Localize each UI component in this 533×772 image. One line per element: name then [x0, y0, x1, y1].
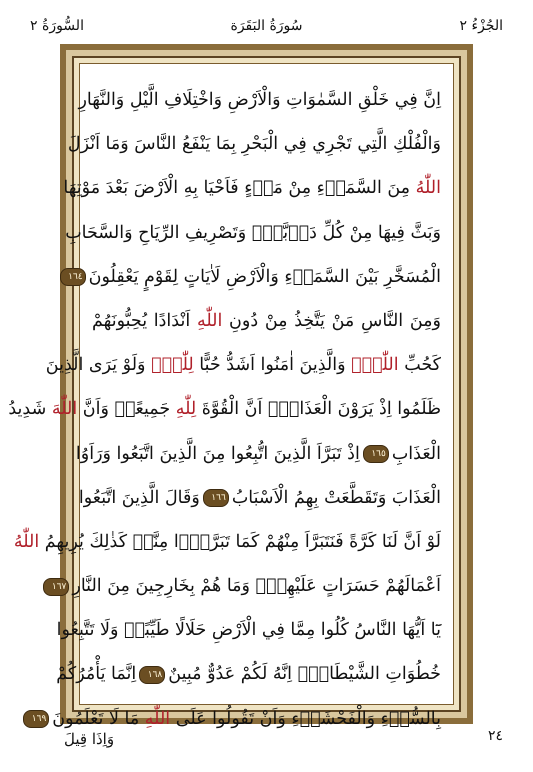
surah-number-label: السُّورَةُ ٢ [30, 18, 84, 34]
text-line [92, 299, 441, 343]
text-line [56, 608, 441, 652]
divine-name-word: لِلّٰهِ [175, 399, 197, 420]
verse-number-marker: ١٦٨ [139, 666, 165, 684]
juz-label: الجُزْءُ ٢ [459, 18, 503, 34]
verse-text: ۜ وَلَوْ يَرَى الَّذِينَ [45, 355, 152, 376]
verse-text: يَٓا اَيُّهَا النَّاسُ كُلُوا مِمَّا فِي الْاَرْضِ حَلَالًا طَيِّبًاۘ وَلَا تَتَّبِعُوا [56, 620, 441, 641]
verse-text: وَبَثَّ فِيهَا مِنْ كُلِّ دَاۤبَّةٍۖ وَتَصْرِيفِ الرِّيَاحِ وَالسَّحَابِ [65, 222, 441, 243]
verse-text: جَمِيعًاۙ وَاَنَّ [77, 399, 176, 420]
verse-text: اَعْمَالَهُمْ حَسَرَاتٍ عَلَيْهِمْۜ وَمَا هُمْ بِخَارِجِينَ مِنَ النَّارِ [72, 576, 441, 597]
divine-name-word: اللّٰهَ [51, 399, 78, 420]
text-panel [8, 63, 454, 729]
text-line [51, 564, 441, 608]
verse-text: مَا لَا تَعْلَمُونَ [52, 708, 145, 729]
verse-text: وَمِنَ النَّاسِ مَنْ يَتَّخِذُ مِنْ دُونِ [222, 310, 442, 331]
verse-text: اِذْ تَبَرَّاَ الَّذِينَ اتُّبِعُوا مِنَ الَّذِينَ اتَّبَعُوا وَرَاَوُا [75, 443, 360, 464]
verse-text: الْعَذَابِ [391, 443, 441, 464]
verse-text: اِنَّمَا يَأْمُرُكُمْ [56, 664, 137, 685]
verse-text: مِنَ السَّمَاۤءِ مِنْ مَاۤءٍ فَاَحْيَا بِهِ الْاَرْضَ بَعْدَ مَوْتِهَا [63, 178, 416, 199]
text-line [45, 343, 441, 387]
text-line [67, 122, 441, 166]
verse-text: اِنَّ فِي خَلْقِ السَّمٰوَاتِ وَالْاَرْضِ وَاخْتِلَافِ الَّيْلِ وَالنَّهَارِ [78, 90, 441, 110]
page-number: ٢٤ [487, 728, 503, 744]
verse-number-marker: ١٦٥ [363, 445, 389, 463]
text-line [78, 78, 441, 122]
text-line [56, 652, 441, 696]
divine-name-word: اللّٰهِ [196, 310, 223, 331]
divine-name-word: اللّٰهُ [415, 178, 441, 199]
text-line [65, 211, 441, 255]
verse-number-marker: ١٦٦ [203, 489, 229, 507]
divine-name-word: اللّٰهِ [351, 355, 399, 376]
verse-text: وَالْفُلْكِ الَّتِي تَجْرِي فِي الْبَحْرِ بِمَا يَنْفَعُ النَّاسَ وَمَا اَنْزَلَ [67, 134, 441, 155]
verse-number-marker: ١٦٤ [60, 268, 86, 286]
verse-text: لَوْ اَنَّ لَنَا كَرَّةً فَنَتَبَرَّاَ مِنْهُمْ كَمَا تَبَرَّؤُ۫ا مِنَّاۜ كَذٰلِكَ يُرِيهِمُ [39, 531, 441, 552]
verse-number-marker: ١٦٩ [23, 710, 49, 728]
verse-text: ظَلَمُوا اِذْ يَرَوْنَ الْعَذَابَۙ اَنَّ الْقُوَّةَ [196, 399, 441, 420]
page-border-frame [8, 44, 473, 729]
divine-name-word: اللّٰهِ [144, 708, 171, 729]
verse-text: شَدِيدُ [8, 399, 52, 420]
verse-text: خُطُوَاتِ الشَّيْطَانِۜ اِنَّهُ لَكُمْ عَدُوٌّ مُبِينٌ [168, 664, 441, 685]
text-line [75, 432, 441, 476]
divine-name-word: لِلّٰهِ [151, 355, 194, 376]
text-line [13, 520, 441, 564]
verse-text: وَقَالَ الَّذِينَ اتَّبَعُوا [78, 487, 200, 508]
verse-text: كَحُبِّ [398, 355, 441, 376]
text-line [78, 476, 441, 520]
verse-text: ۜ وَالَّذِينَ اٰمَنُوا اَشَدُّ حُبًّا [193, 355, 352, 376]
verse-text: بِالسُّوۤءِ وَالْفَحْشَاۤءِ وَاَنْ تَقُولُوا عَلَى [170, 708, 441, 729]
divine-name-word: اللّٰهُ [13, 531, 40, 552]
verse-text: اَنْدَادًا يُحِبُّونَهُمْ [92, 310, 197, 331]
text-line [63, 166, 441, 210]
page-border-inner-frame [8, 56, 461, 729]
quran-text-block [8, 78, 442, 729]
surah-title: سُورَةُ البَقَرَة [230, 18, 303, 34]
text-line [68, 255, 441, 299]
verse-text: الْعَذَابَ وَتَقَطَّعَتْ بِهِمُ الْاَسْبَابُ [231, 487, 441, 508]
verse-number-marker: ١٦٧ [43, 578, 69, 596]
catchword: وَاِذَا قِيلَ [64, 730, 115, 748]
text-line [8, 387, 441, 431]
verse-text: الْمُسَخَّرِ بَيْنَ السَّمَاۤءِ وَالْاَرْضِ لَاٰيَاتٍ لِقَوْمٍ يَعْقِلُونَ [88, 266, 441, 287]
